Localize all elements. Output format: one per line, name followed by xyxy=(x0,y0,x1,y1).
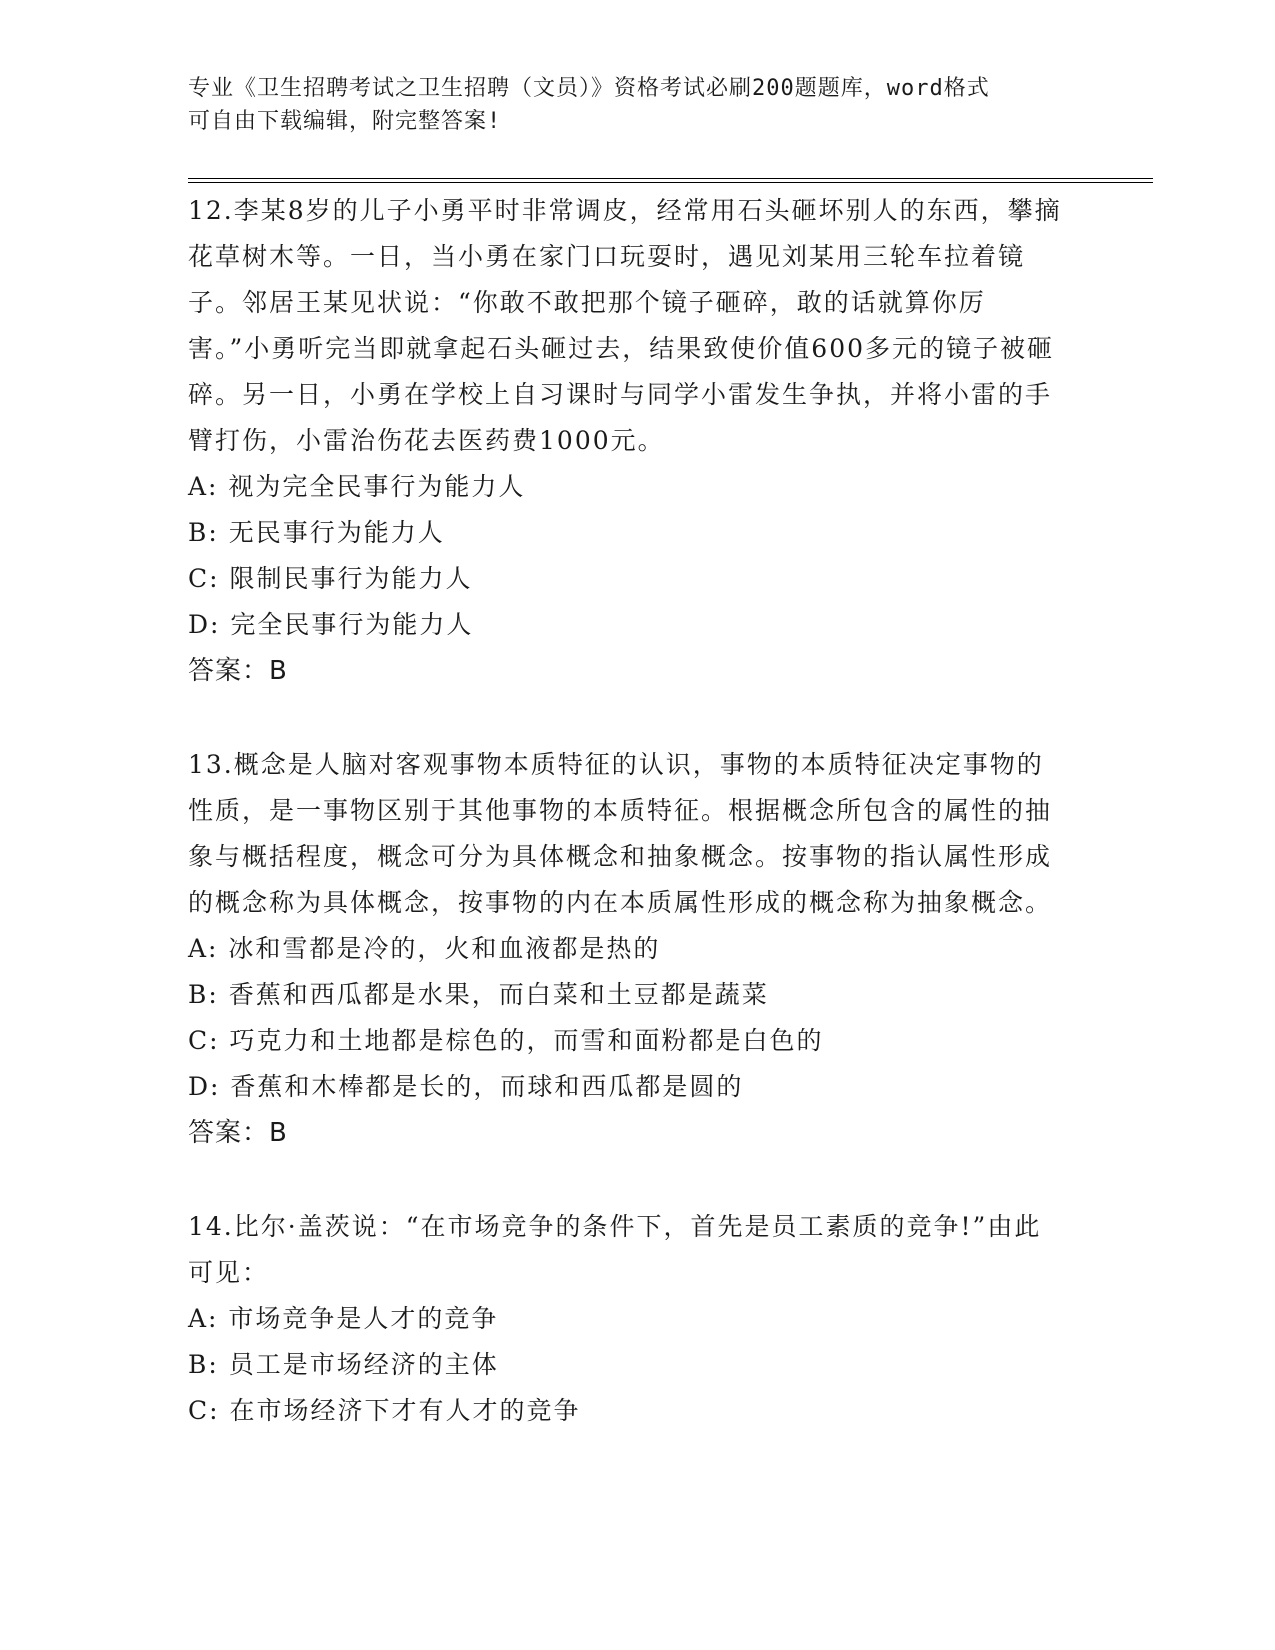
option-d: D: 完全民事行为能力人 xyxy=(188,610,474,639)
option-c: C: 在市场经济下才有人才的竞争 xyxy=(188,1396,581,1425)
question-14 xyxy=(188,1204,1068,1434)
header-divider-bottom xyxy=(188,182,1153,183)
header-line-2: 可自由下载编辑，附完整答案! xyxy=(188,109,502,134)
header-divider-top xyxy=(188,178,1153,179)
option-c: C: 限制民事行为能力人 xyxy=(188,564,473,593)
question-13 xyxy=(188,742,1068,1156)
header-line-1: 专业《卫生招聘考试之卫生招聘（文员）》资格考试必刷200题题库，word格式 xyxy=(188,76,990,101)
answer: 答案：B xyxy=(188,656,288,686)
option-a: A: 视为完全民事行为能力人 xyxy=(188,472,526,501)
option-b: B: 员工是市场经济的主体 xyxy=(188,1350,499,1379)
answer: 答案：B xyxy=(188,1118,288,1148)
option-b: B: 无民事行为能力人 xyxy=(188,518,445,547)
option-b: B: 香蕉和西瓜都是水果，而白菜和土豆都是蔬菜 xyxy=(188,980,769,1009)
option-a: A: 冰和雪都是冷的，火和血液都是热的 xyxy=(188,934,661,963)
spacer xyxy=(188,694,1068,742)
option-c: C: 巧克力和土地都是棕色的，而雪和面粉都是白色的 xyxy=(188,1026,824,1055)
question-stem: 13.概念是人脑对客观事物本质特征的认识，事物的本质特征决定事物的性质，是一事物区别于其他事物的本质特征。根据概念所包含的属性的抽象与概括程度，概念可分为具体概念和抽象概念。按事物的指认属性形成的概念称为具体概念，按事物的内在本质属性形成的概念称为抽象概念。 xyxy=(188,750,1053,917)
question-stem: 14.比尔·盖茨说：“在市场竞争的条件下，首先是员工素质的竞争!”由此可见： xyxy=(188,1212,1042,1287)
question-stem: 12.李某8岁的儿子小勇平时非常调皮，经常用石头砸坏别人的东西，攀摘花草树木等。一日，当小勇在家门口玩耍时，遇见刘某用三轮车拉着镜子。邻居王某见状说：“你敢不敢把那个镜子砸碎，敢的话就算你厉害。”小勇听完当即就拿起石头砸过去，结果致使价值600多元的镜子被砸碎。另一日，小勇在学校上自习课时与同学小雷发生争执，并将小雷的手臂打伤，小雷治伤花去医药费1000元。 xyxy=(188,196,1062,455)
option-d: D: 香蕉和木棒都是长的，而球和西瓜都是圆的 xyxy=(188,1072,744,1101)
option-a: A: 市场竞争是人才的竞争 xyxy=(188,1304,499,1333)
question-12 xyxy=(188,188,1068,694)
spacer xyxy=(188,1156,1068,1204)
document-header xyxy=(188,72,1088,138)
question-list xyxy=(188,188,1068,1434)
